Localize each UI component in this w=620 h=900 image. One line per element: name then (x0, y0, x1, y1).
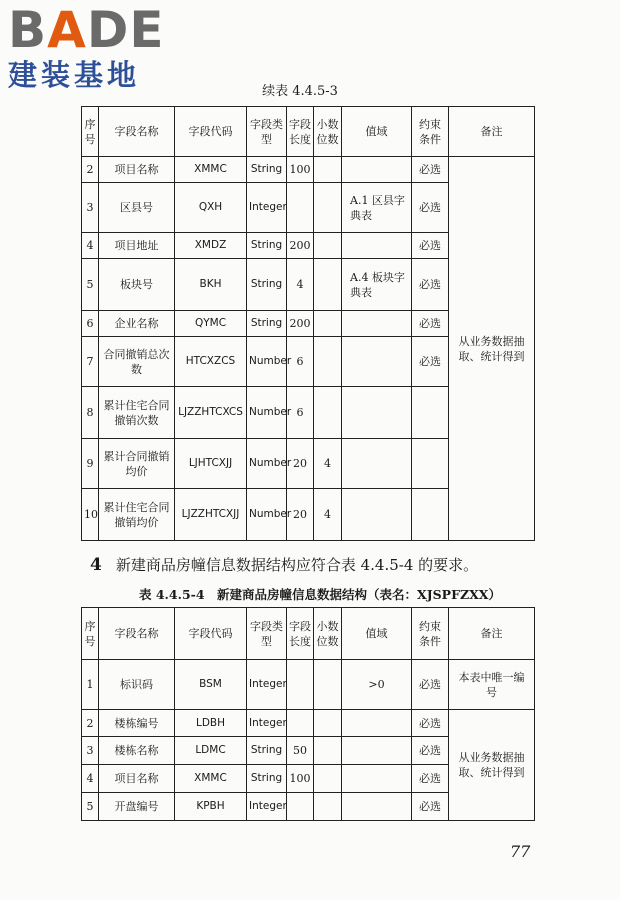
table-cell: String (247, 259, 287, 311)
table-cell: 必选 (412, 793, 449, 821)
table-cell: 必选 (412, 157, 449, 183)
table-cell: HTCXZCS (175, 337, 247, 387)
table-cell: Number (247, 439, 287, 489)
table-cell: String (247, 765, 287, 793)
table-cell: 4 (287, 259, 314, 311)
table-cell: 6 (287, 387, 314, 439)
table-cell: 开盘编号 (99, 793, 175, 821)
table-cell: 6 (287, 337, 314, 387)
table-cell (342, 439, 412, 489)
table-cell: 100 (287, 157, 314, 183)
table-cell: 必选 (412, 337, 449, 387)
table-cell (287, 660, 314, 710)
column-header: 字段类型 (247, 107, 287, 157)
table-cell: 累计合同撤销均价 (99, 439, 175, 489)
table-cell: 6 (82, 311, 99, 337)
table-cell: 100 (287, 765, 314, 793)
table-cell: LDBH (175, 710, 247, 737)
table-cell: 必选 (412, 660, 449, 710)
table-cell: 必选 (412, 259, 449, 311)
column-header: 序号 (82, 107, 99, 157)
table-cell: 合同撤销总次数 (99, 337, 175, 387)
table-caption: 表 4.4.5-4 新建商品房幢信息数据结构（表名：XJSPFZXX） (139, 587, 501, 602)
logo-subtitle: 建装基地 (8, 58, 141, 92)
table-row (82, 660, 535, 710)
column-header: 字段长度 (287, 107, 314, 157)
table-cell: String (247, 233, 287, 259)
table-cell: 10 (82, 489, 99, 541)
table-cell: 2 (82, 157, 99, 183)
table-cell: Integer (247, 660, 287, 710)
table-cell (314, 765, 342, 793)
column-header: 小数位数 (314, 608, 342, 660)
column-header: 备注 (449, 107, 535, 157)
table-cell: 必选 (412, 737, 449, 765)
table-header-row (82, 608, 535, 660)
table-cell: Integer (247, 183, 287, 233)
table-4-4-5-4 (81, 607, 535, 821)
table-cell: XMMC (175, 765, 247, 793)
table-header-row (82, 107, 535, 157)
column-header: 字段长度 (287, 608, 314, 660)
table-cell: 20 (287, 489, 314, 541)
remark-cell: 本表中唯一编号 (449, 660, 535, 710)
table-cell (412, 387, 449, 439)
column-header: 字段名称 (99, 107, 175, 157)
table-cell: 5 (82, 793, 99, 821)
table-cell: BKH (175, 259, 247, 311)
table-cell (412, 439, 449, 489)
column-header: 约束条件 (412, 107, 449, 157)
table-cell: KPBH (175, 793, 247, 821)
table-cell: Number (247, 337, 287, 387)
table-cell: String (247, 311, 287, 337)
table-cell: 累计住宅合同撤销次数 (99, 387, 175, 439)
table-cell: 2 (82, 710, 99, 737)
table-cell: 累计住宅合同撤销均价 (99, 489, 175, 541)
table-cell (412, 489, 449, 541)
table-cell: 企业名称 (99, 311, 175, 337)
table-cell (314, 157, 342, 183)
logo-wordmark: BADE (8, 1, 165, 59)
table-cell (314, 793, 342, 821)
table-cell (287, 710, 314, 737)
table-cell (342, 387, 412, 439)
table-cell: String (247, 157, 287, 183)
table-cell (314, 710, 342, 737)
table-4-4-5-3-continued (81, 106, 535, 541)
column-header: 字段名称 (99, 608, 175, 660)
remark-cell: 从业务数据抽取、统计得到 (449, 710, 535, 821)
table-cell (314, 259, 342, 311)
table-cell: LDMC (175, 737, 247, 765)
table-cell: XMMC (175, 157, 247, 183)
table-cell: 4 (314, 489, 342, 541)
table-cell (342, 710, 412, 737)
table-cell: 板块号 (99, 259, 175, 311)
column-header: 序号 (82, 608, 99, 660)
table-cell: 项目名称 (99, 765, 175, 793)
remark-cell: 从业务数据抽取、统计得到 (449, 157, 535, 541)
table-cell (342, 489, 412, 541)
table-cell: 项目名称 (99, 157, 175, 183)
table-cell: QXH (175, 183, 247, 233)
table-cell (342, 337, 412, 387)
table-cell: Number (247, 387, 287, 439)
table-caption-continued: 续表 4.4.5-3 (262, 84, 338, 99)
table-cell (314, 337, 342, 387)
table-cell: 4 (314, 439, 342, 489)
table-cell: A.1 区县字典表 (342, 183, 412, 233)
table-cell: 标识码 (99, 660, 175, 710)
table-cell (314, 737, 342, 765)
table-cell (342, 157, 412, 183)
table-cell (342, 233, 412, 259)
column-header: 值域 (342, 107, 412, 157)
table-cell (342, 765, 412, 793)
table-cell: 1 (82, 660, 99, 710)
table-cell: LJZZHTCXCS (175, 387, 247, 439)
page-number: 77 (510, 842, 531, 861)
table-cell: XMDZ (175, 233, 247, 259)
logo (8, 1, 178, 92)
table-cell: 50 (287, 737, 314, 765)
column-header: 约束条件 (412, 608, 449, 660)
table-cell: 楼栋名称 (99, 737, 175, 765)
table-cell: 4 (82, 233, 99, 259)
table-cell (287, 183, 314, 233)
table-cell: 必选 (412, 765, 449, 793)
table-cell: 8 (82, 387, 99, 439)
table-cell (314, 183, 342, 233)
table-cell (342, 737, 412, 765)
table-row (82, 710, 535, 737)
table-cell (287, 793, 314, 821)
table-cell: 3 (82, 183, 99, 233)
table-cell (314, 660, 342, 710)
table-cell: 区县号 (99, 183, 175, 233)
table-cell (314, 233, 342, 259)
table-cell: 楼栋编号 (99, 710, 175, 737)
column-header: 字段代码 (175, 608, 247, 660)
table-cell: 必选 (412, 183, 449, 233)
table-row (82, 157, 535, 183)
table-cell: String (247, 737, 287, 765)
table-cell: Integer (247, 710, 287, 737)
table-cell: >0 (342, 660, 412, 710)
table-cell: 必选 (412, 710, 449, 737)
table-cell: Integer (247, 793, 287, 821)
table-cell: 3 (82, 737, 99, 765)
table-cell: 必选 (412, 311, 449, 337)
column-header: 小数位数 (314, 107, 342, 157)
column-header: 字段类型 (247, 608, 287, 660)
table-cell: QYMC (175, 311, 247, 337)
table-cell: LJHTCXJJ (175, 439, 247, 489)
body-sentence: 4 新建商品房幢信息数据结构应符合表 4.4.5-4 的要求。 (90, 555, 479, 575)
table-cell: BSM (175, 660, 247, 710)
column-header: 备注 (449, 608, 535, 660)
table-cell: 4 (82, 765, 99, 793)
table-cell: LJZZHTCXJJ (175, 489, 247, 541)
table-cell: Number (247, 489, 287, 541)
table-cell: 7 (82, 337, 99, 387)
table-cell: 200 (287, 311, 314, 337)
table-cell: A.4 板块字典表 (342, 259, 412, 311)
table-cell: 9 (82, 439, 99, 489)
table-cell: 20 (287, 439, 314, 489)
table-cell: 5 (82, 259, 99, 311)
table-cell: 项目地址 (99, 233, 175, 259)
table-cell: 必选 (412, 233, 449, 259)
table-cell (314, 387, 342, 439)
table-cell (342, 311, 412, 337)
table-cell (314, 311, 342, 337)
table-cell (342, 793, 412, 821)
table-cell: 200 (287, 233, 314, 259)
column-header: 值域 (342, 608, 412, 660)
column-header: 字段代码 (175, 107, 247, 157)
